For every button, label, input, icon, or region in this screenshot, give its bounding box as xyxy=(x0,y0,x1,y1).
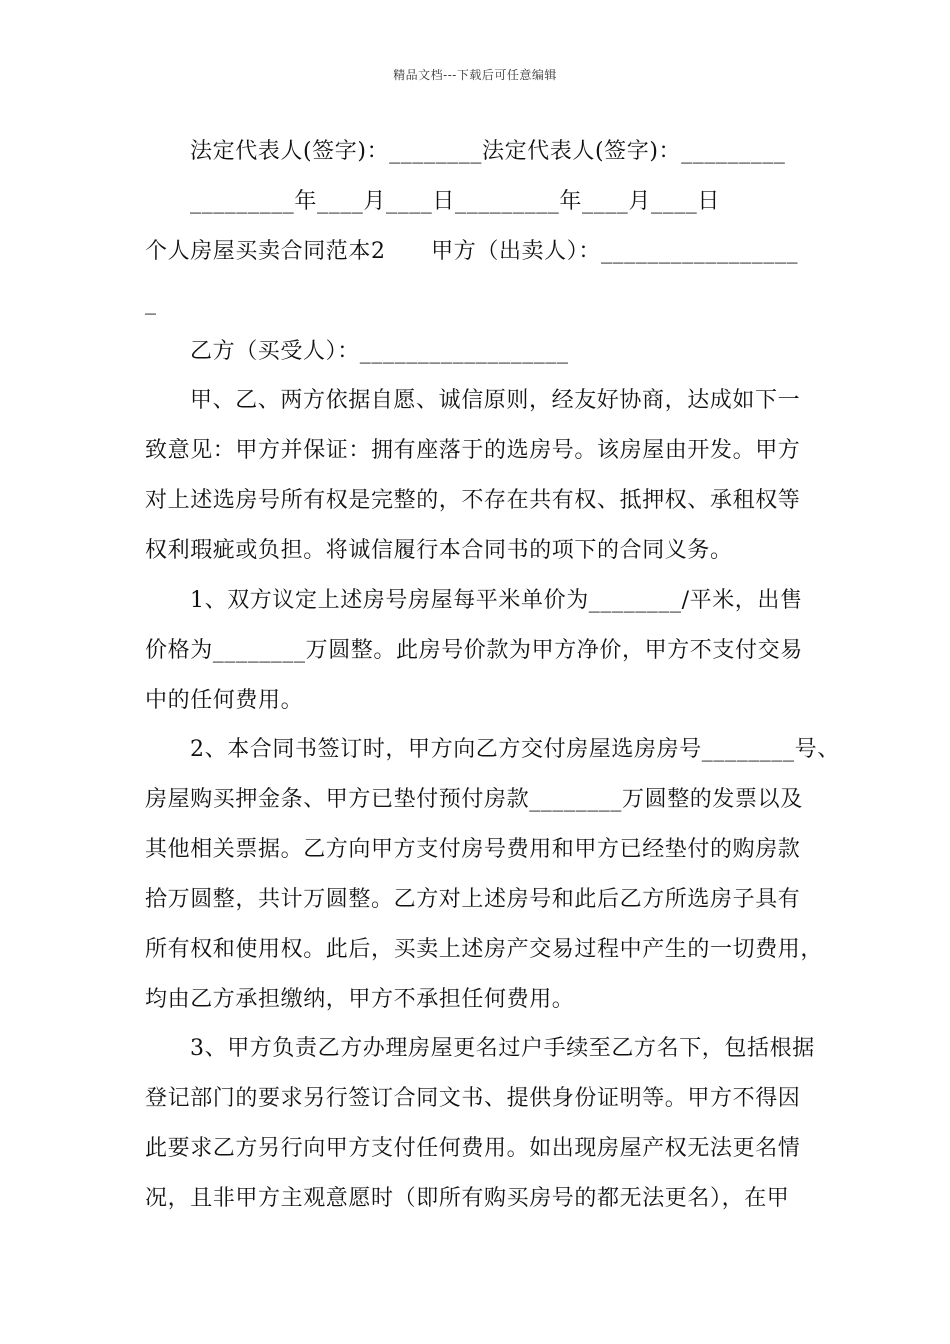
party-b-line: 乙方（买受人）：__________________ xyxy=(190,339,569,364)
clause-3-line: 3、甲方负责乙方办理房屋更名过户手续至乙方名下，包括根据 xyxy=(190,1036,815,1061)
clause-1-line: 1、双方议定上述房号房屋每平米单价为________/平米，出售 xyxy=(190,588,803,613)
clause-2-line: 其他相关票据。乙方向甲方支付房号费用和甲方已经垫付的购房款 xyxy=(145,837,801,862)
date-line: _________年____月____日_________年____月____日 xyxy=(190,189,721,214)
paragraph-line: 对上述选房号所有权是完整的，不存在共有权、抵押权、承租权等 xyxy=(145,488,801,513)
clause-3-line: 况，且非甲方主观意愿时（即所有购买房号的都无法更名），在甲 xyxy=(145,1186,790,1211)
clause-2-line: 房屋购买押金条、甲方已垫付预付房款________万圆整的发票以及 xyxy=(145,787,803,812)
paragraph-line: 权利瑕疵或负担。将诚信履行本合同书的项下的合同义务。 xyxy=(145,538,733,563)
clause-1-line: 中的任何费用。 xyxy=(145,688,304,713)
clause-2-line: 均由乙方承担缴纳，甲方不承担任何费用。 xyxy=(145,987,575,1012)
clause-2-line: 拾万圆整，共计万圆整。乙方对上述房号和此后乙方所选房子具有 xyxy=(145,887,801,912)
page-header: 精品文档---下载后可任意编辑 xyxy=(393,68,557,82)
clause-1-line: 价格为________万圆整。此房号价款为甲方净价，甲方不支付交易 xyxy=(145,638,803,663)
clause-2-line: 所有权和使用权。此后，买卖上述房产交易过程中产生的一切费用， xyxy=(145,937,824,962)
clause-3-line: 此要求乙方另行向甲方支付任何费用。如出现房屋产权无法更名情 xyxy=(145,1136,801,1161)
paragraph-line: 甲、乙、两方依据自愿、诚信原则，经友好协商，达成如下一 xyxy=(190,388,801,413)
signature-line: 法定代表人(签字)：________法定代表人(签字)：_________ xyxy=(190,139,786,164)
contract-title-line: 个人房屋买卖合同范本2 甲方（出卖人）：_________________ xyxy=(145,239,799,264)
paragraph-line: 致意见：甲方并保证：拥有座落于的选房号。该房屋由开发。甲方 xyxy=(145,438,801,463)
clause-2-line: 2、本合同书签订时，甲方向乙方交付房屋选房房号________号、 xyxy=(190,737,840,762)
clause-3-line: 登记部门的要求另行签订合同文书、提供身份证明等。甲方不得因 xyxy=(145,1086,801,1111)
underscore-continuation: _ xyxy=(145,290,157,315)
